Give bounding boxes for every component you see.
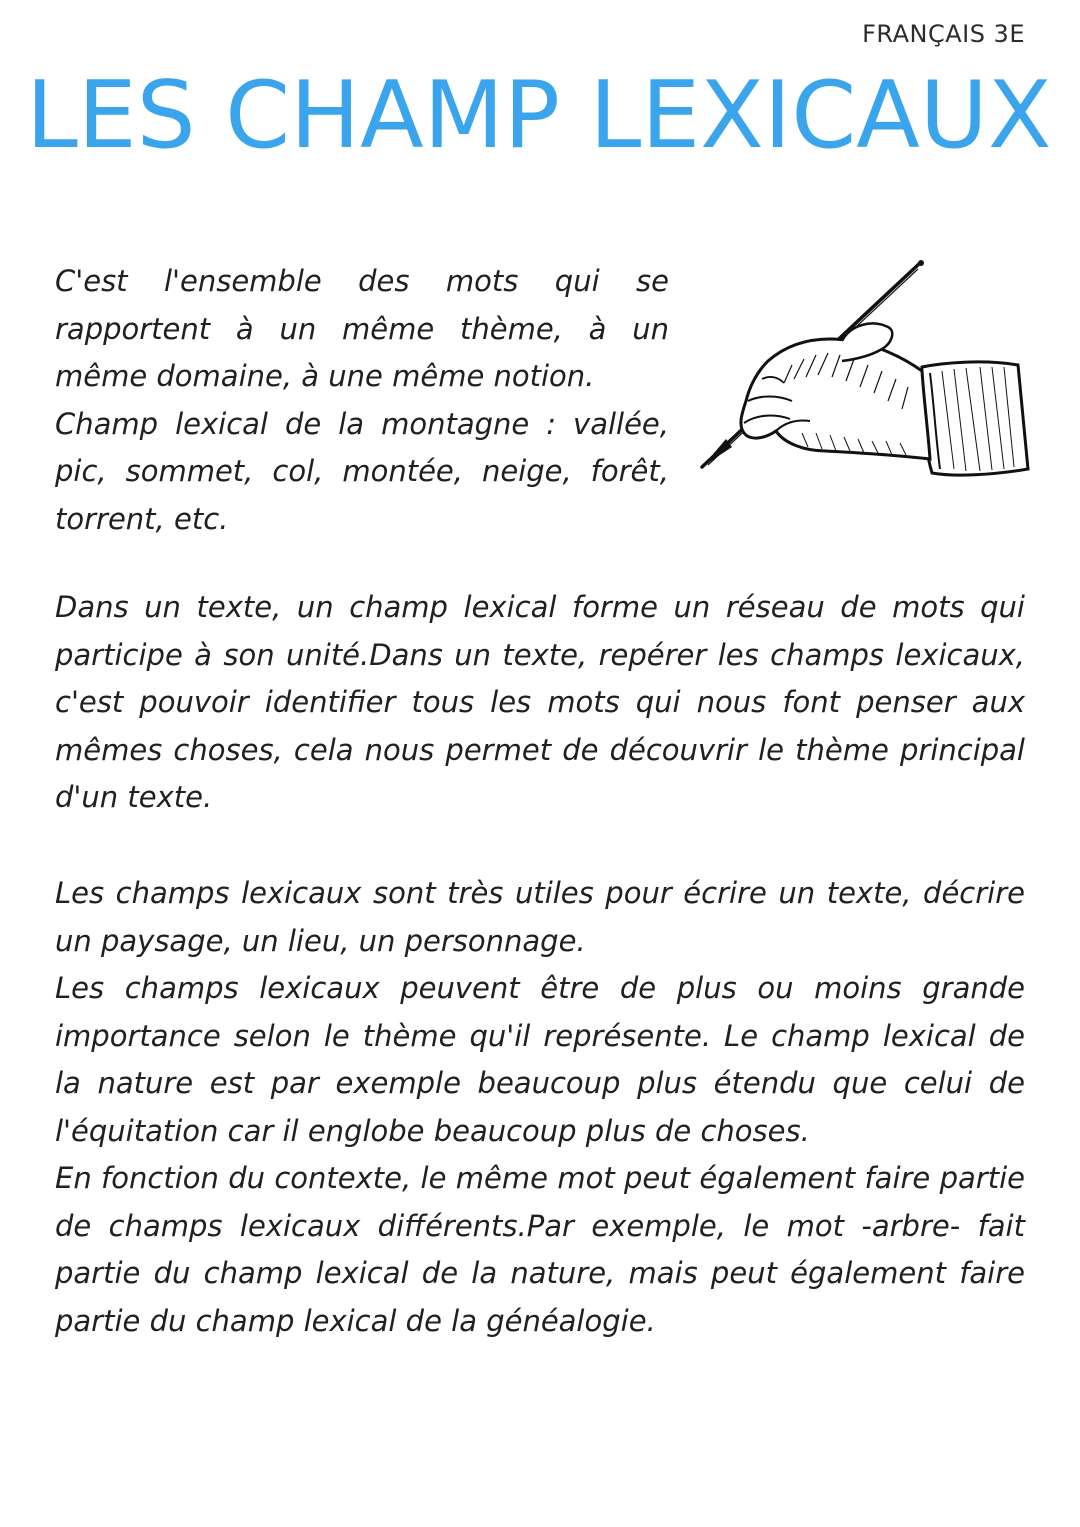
uses-section [55,870,1025,1345]
definition-text: C'est l'ensemble des mots qui se rapportent à un même thème, à un même domaine, à une même notion. [55,264,669,393]
context-text: En fonction du contexte, le même mot peut également faire partie de champs lexicaux différents.Par exemple, le mot -arbre- fait partie du champ lexical de la nature, mais peut également faire partie du champ lexical de la généalogie. [55,1161,1025,1338]
network-paragraph: Dans un texte, un champ lexical forme un réseau de mots qui participe à son unité.Dans un texte, repérer les champs lexicaux, c'est pouvoir identifier tous les mots qui nous font penser aux mêmes choses, cela nous permet de découvrir le thème principal d'un texte. [55,590,1025,814]
importance-text: Les champs lexicaux peuvent être de plus ou moins grande importance selon le thème qu'il représente. Le champ lexical de la nature est par exemple beaucoup plus étendu que celui de l'équitation car il englobe beaucoup plus de choses. [55,971,1025,1148]
subject-label: FRANÇAIS 3E [862,20,1025,48]
usefulness-text: Les champs lexicaux sont très utiles pour écrire un texte, décrire un paysage, un lieu, un personnage. [55,876,1025,958]
hand-writing-with-quill-pen-icon [692,255,1032,485]
mountain-example-text: Champ lexical de la montagne : vallée, pic, sommet, col, montée, neige, forêt, torrent, etc. [55,406,669,536]
definition-section [55,258,669,543]
network-section [55,584,1025,822]
page-title: LES CHAMP LEXICAUX [26,61,1052,169]
